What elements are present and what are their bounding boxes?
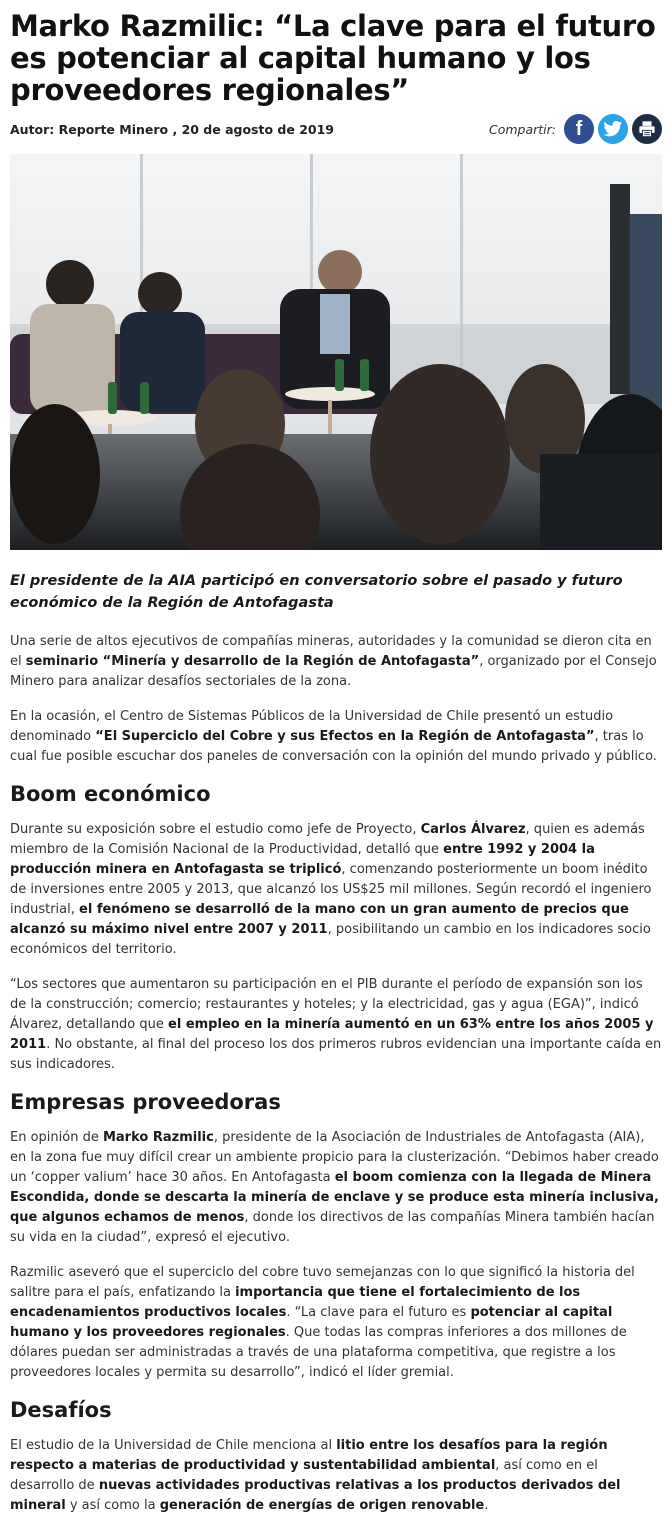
text: , tras lo cual fue posible escuchar dos paneles de conversación con la opinión del mundo privado y público. bbox=[10, 729, 657, 764]
heading-desafios: Desafíos bbox=[10, 1398, 112, 1422]
text: y así como la bbox=[65, 1498, 160, 1513]
bold-text: Carlos Álvarez bbox=[420, 822, 526, 837]
text: , así como en el desarrollo de bbox=[10, 1458, 598, 1493]
article-meta bbox=[10, 112, 662, 146]
text: , quien es además miembro de la Comisión Nacional de la Productividad, detalló que bbox=[10, 822, 645, 857]
heading-empresas: Empresas proveedoras bbox=[10, 1090, 281, 1114]
text: . No obstante, al final del proceso los dos primeros rubros evidencian una importante caída en sus indicadores. bbox=[10, 1037, 662, 1072]
printer-icon bbox=[638, 120, 656, 138]
text: , posibilitando un cambio en los indicadores socio económicos del territorio. bbox=[10, 922, 651, 957]
facebook-icon[interactable] bbox=[564, 114, 594, 144]
panel-discussion-image bbox=[10, 154, 662, 550]
article-title: Marko Razmilic: “La clave para el futuro es potenciar al capital humano y los proveedores regionales” bbox=[10, 9, 656, 107]
bold-text: importancia que tiene el fortalecimiento de los encadenamientos productivos locales bbox=[10, 1285, 581, 1320]
text: El estudio de la Universidad de Chile menciona al bbox=[10, 1438, 337, 1453]
text: En la ocasión, el Centro de Sistemas Públicos de la Universidad de Chile presentó un estudio denominado bbox=[10, 709, 614, 744]
paragraph-2 bbox=[10, 707, 662, 767]
bold-text: Marko Razmilic bbox=[102, 1130, 214, 1145]
article-photo bbox=[10, 154, 662, 550]
paragraph-5 bbox=[10, 1128, 662, 1248]
share-label: Compartir: bbox=[488, 121, 556, 137]
bold-text: nuevas actividades productivas relativas a los productos derivados del mineral bbox=[10, 1478, 621, 1513]
paragraph-4 bbox=[10, 975, 662, 1075]
text: . bbox=[484, 1498, 489, 1513]
twitter-icon[interactable] bbox=[598, 114, 628, 144]
share-bar bbox=[489, 114, 662, 144]
twitter-bird-icon bbox=[603, 121, 623, 137]
text: Durante su exposición sobre el estudio como jefe de Proyecto, bbox=[10, 822, 421, 837]
paragraph-6 bbox=[10, 1263, 662, 1383]
text: “Los sectores que aumentaron su participación en el PIB durante el período de expansión son los de la construcción; comercio; restaurantes y hoteles; y la electricidad, gas y agua (EGA)”, indicó Álvarez, detallando que bbox=[10, 977, 643, 1032]
bold-text: generación de energías de origen renovable bbox=[159, 1498, 485, 1513]
text: , presidente de la Asociación de Industriales de Antofagasta (AIA), en la zona fue muy difícil crear un ambiente propicio para la clusterización. “Debimos haber creado un ‘copper valium’ hace 30 años. En Antofagasta bbox=[10, 1130, 659, 1185]
text: En opinión de bbox=[10, 1130, 103, 1145]
heading-boom: Boom económico bbox=[10, 782, 211, 806]
bold-text: el fenómeno se desarrolló de la mano con un gran aumento de precios que alcanzó su máximo nivel entre 2007 y 2011 bbox=[10, 902, 629, 937]
print-icon[interactable] bbox=[632, 114, 662, 144]
bold-text: el empleo en la minería aumentó en un 63% entre los años 2005 y 2011 bbox=[10, 1017, 654, 1052]
facebook-glyph: f bbox=[575, 117, 583, 140]
author-line: Autor: Reporte Minero , 20 de agosto de 2019 bbox=[10, 121, 334, 137]
text: , comenzando posteriormente un boom inédito de inversiones entre 2005 y 2013, que alcanzó los US$25 mil millones. Según recordó el ingeniero industrial, bbox=[10, 862, 652, 917]
article-lead: El presidente de la AIA participó en conversatorio sobre el pasado y futuro económico de la Región de Antofagasta bbox=[10, 573, 623, 611]
paragraph-1 bbox=[10, 632, 662, 692]
bold-text: seminario “Minería y desarrollo de la Región de Antofagasta” bbox=[25, 654, 480, 669]
bold-text: litio entre los desafíos para la región respecto a materias de productividad y sustentabilidad ambiental bbox=[10, 1438, 608, 1473]
text: Razmilic aseveró que el superciclo del cobre tuvo semejanzas con lo que significó la historia del salitre para el país, enfatizando la bbox=[10, 1265, 635, 1300]
paragraph-7 bbox=[10, 1436, 662, 1516]
article bbox=[0, 8, 672, 1516]
bold-text: “El Superciclo del Cobre y sus Efectos en la Región de Antofagasta” bbox=[95, 729, 595, 744]
text: , donde los directivos de las compañías Minera también hacían su vida en la ciudad”, expresó el ejecutivo. bbox=[10, 1210, 655, 1245]
text: Una serie de altos ejecutivos de compañías mineras, autoridades y la comunidad se dieron cita en el bbox=[10, 634, 652, 669]
paragraph-3 bbox=[10, 820, 662, 960]
text: , organizado por el Consejo Minero para analizar desafíos sectoriales de la zona. bbox=[10, 654, 657, 689]
text: . “La clave para el futuro es bbox=[286, 1305, 471, 1320]
bold-text: potenciar al capital humano y los proveedores regionales bbox=[10, 1305, 613, 1340]
bold-text: el boom comienza con la llegada de Minera Escondida, donde se descarta la minería de enclave y se produce esta minería inclusiva, que algunos echamos de menos bbox=[10, 1170, 659, 1225]
bold-text: entre 1992 y 2004 la producción minera en Antofagasta se triplicó bbox=[10, 842, 595, 877]
text: . Que todas las compras inferiores a dos millones de dólares puedan ser administradas a través de una plataforma competitiva, que registre a los proveedores locales y permita su desarrollo”, indicó el líder gremial. bbox=[10, 1325, 627, 1380]
